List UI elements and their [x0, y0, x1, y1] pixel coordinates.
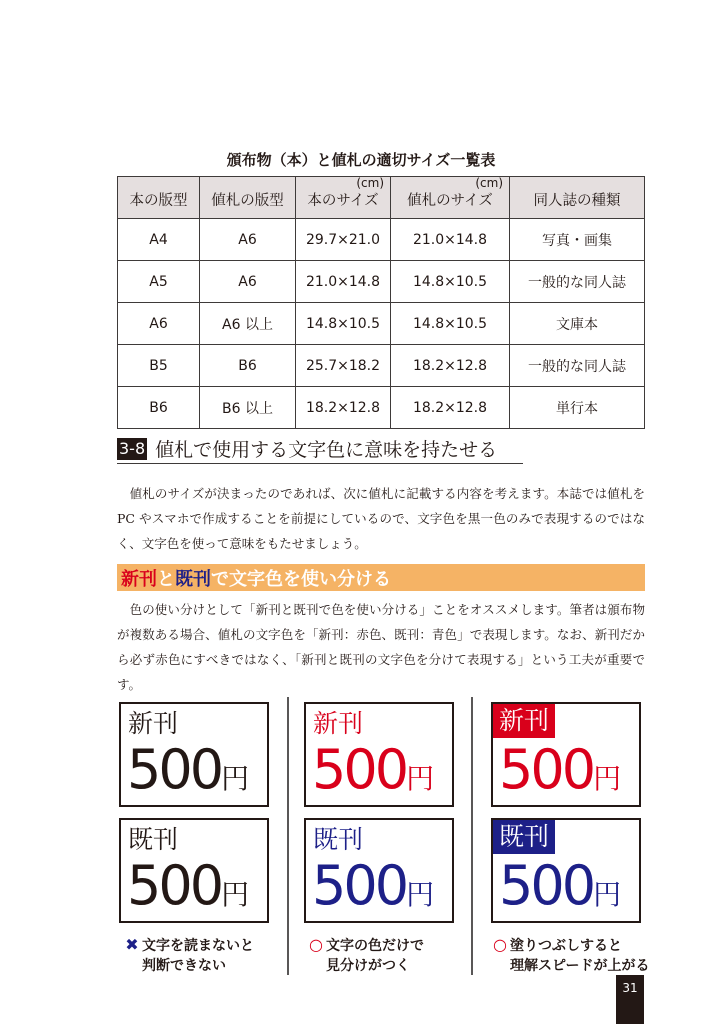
- tag-label: 既刊: [128, 825, 179, 854]
- unit-label: (cm): [356, 176, 384, 190]
- subsection-old-word: 既刊: [175, 568, 211, 590]
- col-header: 本の版型: [118, 177, 200, 219]
- table-cell: 21.0×14.8: [296, 261, 391, 303]
- table-cell: 一般的な同人誌: [510, 345, 645, 387]
- tag-label: 新刊: [493, 704, 555, 738]
- col-header: (cm) 値札のサイズ: [391, 177, 510, 219]
- table-cell: A6 以上: [200, 303, 296, 345]
- cross-icon: ✖: [125, 935, 139, 954]
- column-divider: [287, 697, 289, 975]
- table-row: [118, 219, 645, 261]
- price-tag-new-red: [304, 702, 454, 807]
- table-cell: A6: [200, 261, 296, 303]
- table-cell: B5: [118, 345, 200, 387]
- table-title: 頒布物（本）と値札の適切サイズ一覧表: [226, 151, 496, 169]
- price-tag-old-blue: [304, 818, 454, 923]
- tag-price: 500円: [312, 738, 435, 801]
- table-cell: 25.7×18.2: [296, 345, 391, 387]
- table-row: [118, 303, 645, 345]
- tag-price: 500円: [499, 854, 622, 917]
- table-cell: 29.7×21.0: [296, 219, 391, 261]
- table-cell: B6 以上: [200, 387, 296, 429]
- tag-price: 500円: [127, 738, 250, 801]
- section-heading: [117, 434, 523, 464]
- tag-label: 既刊: [313, 825, 364, 854]
- circle-icon: ○: [309, 935, 323, 954]
- price-tag-new-black: [119, 702, 269, 807]
- caption-colored: ○ 文字の色だけで 見分けがつく: [306, 935, 424, 976]
- tag-price: 500円: [499, 738, 622, 801]
- tag-price: 500円: [127, 854, 250, 917]
- table-cell: B6: [200, 345, 296, 387]
- table-cell: 14.8×10.5: [296, 303, 391, 345]
- caption-black: ✖ 文字を読まないと 判断できない: [122, 935, 254, 976]
- price-tag-new-filled: [491, 702, 641, 807]
- table-cell: 単行本: [510, 387, 645, 429]
- table-cell: A6: [118, 303, 200, 345]
- table-cell: 14.8×10.5: [391, 303, 510, 345]
- size-table: [117, 176, 645, 429]
- price-tag-old-black: [119, 818, 269, 923]
- table-cell: 一般的な同人誌: [510, 261, 645, 303]
- table-cell: 21.0×14.8: [391, 219, 510, 261]
- table-cell: A6: [200, 219, 296, 261]
- table-row: [118, 387, 645, 429]
- caption-filled: ○ 塗りつぶしすると 理解スピードが上がる: [490, 935, 649, 976]
- table-cell: 18.2×12.8: [296, 387, 391, 429]
- section-number: 3-8: [119, 438, 146, 458]
- tag-label: 新刊: [128, 709, 179, 738]
- subsection-paragraph: 色の使い分けとして「新刊と既刊で色を使い分ける」ことをオススメします。筆者は頒布物が複数ある場合、値札の文字色を「新刊：赤色、既刊：青色」で表現します。なお、新刊だから必ず赤色にすべきではなく、「新刊と既刊の文字色を分けて表現する」という工夫が重要です。: [117, 602, 645, 692]
- col-header: 値札の版型: [200, 177, 296, 219]
- section-title: 値札で使用する文字色に意味を持たせる: [155, 439, 498, 461]
- table-cell: 18.2×12.8: [391, 345, 510, 387]
- table-cell: B6: [118, 387, 200, 429]
- table-cell: 写真・画集: [510, 219, 645, 261]
- tag-label: 新刊: [313, 709, 364, 738]
- table-cell: 文庫本: [510, 303, 645, 345]
- table-row: [118, 261, 645, 303]
- col-header: (cm) 本のサイズ: [296, 177, 391, 219]
- table-header-row: [118, 177, 645, 219]
- subsection-rest: で文字色を使い分ける: [211, 568, 391, 590]
- tag-label: 既刊: [493, 820, 555, 854]
- table-cell: A4: [118, 219, 200, 261]
- table-cell: 14.8×10.5: [391, 261, 510, 303]
- section-paragraph: 値札のサイズが決まったのであれば、次に値札に記載する内容を考えます。本誌では値札を PC やスマホで作成することを前提にしているので、文字色を黒一色のみで表現するのではなく、文字色を使って意味をもたせましょう。: [117, 486, 645, 551]
- price-tag-old-filled: [491, 818, 641, 923]
- circle-icon: ○: [493, 935, 507, 954]
- col-header: 同人誌の種類: [510, 177, 645, 219]
- tag-price: 500円: [312, 854, 435, 917]
- unit-label: (cm): [475, 176, 503, 190]
- table-cell: 18.2×12.8: [391, 387, 510, 429]
- page-number: 31: [616, 975, 644, 1024]
- table-row: [118, 345, 645, 387]
- subsection-heading: [117, 564, 645, 591]
- subsection-new-word: 新刊: [121, 568, 157, 590]
- column-divider: [471, 697, 473, 975]
- subsection-and-word: と: [157, 568, 175, 590]
- table-cell: A5: [118, 261, 200, 303]
